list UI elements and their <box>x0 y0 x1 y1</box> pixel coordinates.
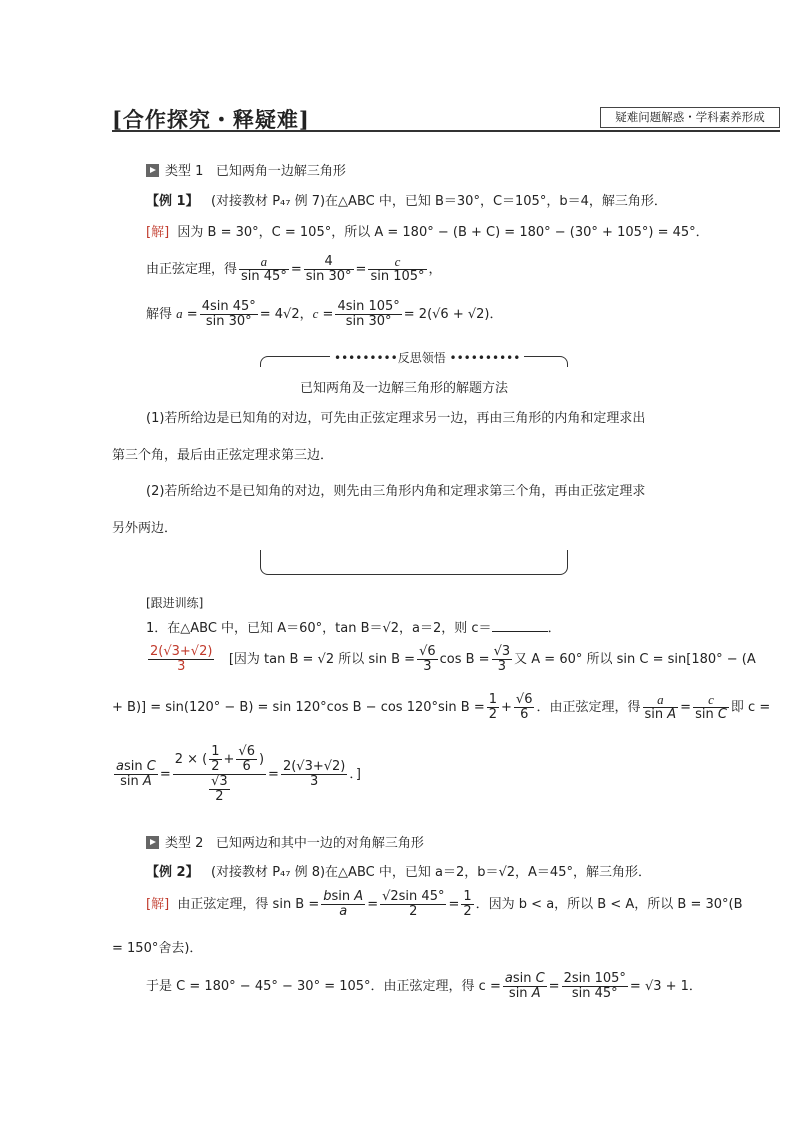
reflect-tag: •••••••••反思领悟 •••••••••• <box>330 349 524 366</box>
example1-tag: 【例 1】 <box>146 194 199 209</box>
solution2-line3: 于是 C = 180° − 45° − 30° = 105°．由正弦定理，得 c = $\frac{\text{asin C}}{\text{sin A}}$ = $\frac{2\sin 105^\circ}{\sin 45^\circ}$ = √3 + 1． <box>146 971 702 1001</box>
header-rule <box>112 130 780 132</box>
type2-label: 类型 2 <box>165 836 204 851</box>
practice-q1: 1．在△ABC 中，已知 A＝60°，tan B＝√2，a＝2，则 c＝ ． <box>146 621 561 636</box>
solution2-l3b: = √3 + 1． <box>629 979 702 994</box>
solution1-tag: [解] <box>146 225 170 240</box>
reflect-p1b: 第三个角，最后由正弦定理求第三边． <box>112 448 334 463</box>
solution2-l1a: 由正弦定理，得 sin B = <box>177 897 320 912</box>
section-title: [合作探究・释疑难] <box>112 107 310 132</box>
type1-label: 类型 1 <box>165 164 204 179</box>
example2-text: (对接教材 P₄₇ 例 8)在△ABC 中，已知 a＝2，b＝√2，A＝45°，解三角形． <box>210 865 651 880</box>
answer-l1-c: 又 A = 60° 所以 sin C = sin[180° − (A <box>514 652 756 667</box>
example2-tag: 【例 2】 <box>146 865 199 880</box>
example1-text: (对接教材 P₄₇ 例 7)在△ABC 中，已知 B＝30°，C＝105°，b＝4，解三角形． <box>210 194 667 209</box>
type2-title: 已知两边和其中一边的对角解三角形 <box>215 836 424 851</box>
solution2-line2: = 150°舍去)． <box>112 941 203 956</box>
practice-answer-line3: $\frac{\text{asin C}}{\text{sin A}}$ = 2 × ( $\frac{1}{2}$ + $\frac{√6}{6}$ ) $\frac{√3}{2}$ = $\frac{2(√3+√2)}{3}$ ．] <box>116 744 361 804</box>
example2 <box>146 861 651 880</box>
answer-l2-c: 即 c = <box>730 700 771 715</box>
practice-answer-line2: + B)] = sin(120° − B) = sin 120°cos B − cos 120°sin B = $\frac{1}{2}$ + $\frac{√6}{6}$ ．由正弦定理，得 $\frac{a}{\text{sin A}}$ = $\frac{c}{\text{sin C}}$ 即 c = <box>112 692 771 722</box>
solution2-l1b: ．因为 b < a，所以 B < A，所以 B = 30°(B <box>475 897 743 912</box>
answer-l2-a: + B)] = sin(120° − B) = sin 120°cos B − cos 120°sin B = <box>112 700 485 715</box>
practice-tag: [跟进训练] <box>146 596 204 610</box>
solution1-line3: 解得 a = $\frac{4\sin 45^\circ}{\sin 30^\circ}$ = 4√2，c = $\frac{4\sin 105^\circ}{\sin 30^\circ}$ = 2(√6 + √2)． <box>146 299 503 329</box>
play-triangle-icon <box>146 164 159 177</box>
type1-heading <box>146 160 346 179</box>
type1-title: 已知两角一边解三角形 <box>215 164 346 179</box>
reflect-heading: 已知两角及一边解三角形的解题方法 <box>300 381 509 396</box>
answer-l3-end: ．] <box>349 767 361 782</box>
answer-l1-b: cos B = <box>439 652 490 667</box>
answer-l1-a: [因为 tan B = √2 所以 sin B = <box>228 652 416 667</box>
solution2-line1: [解] 由正弦定理，得 sin B = $\frac{\text{bsin A}}{a}$ = $\frac{√2\sin 45^\circ}{2}$ = $\frac{1}{2}$ ．因为 b < a，所以 B < A，所以 B = 30°(B <box>146 889 743 919</box>
solution1-text: 因为 B = 30°，C = 105°，所以 A = 180° − (B + C) = 180° − (30° + 105°) = 45°． <box>177 225 709 240</box>
reflect-box-bottom <box>260 550 568 575</box>
solution1-line2-prefix: 由正弦定理，得 <box>146 262 238 277</box>
play-triangle-icon <box>146 836 159 849</box>
solution1-line3-prefix: 解得 <box>146 307 173 322</box>
answer-blank <box>492 619 548 632</box>
reflect-p1a: (1)若所给边是已知角的对边，可先由正弦定理求另一边，再由三角形的内角和定理求出 <box>146 411 646 426</box>
type2-heading <box>146 832 424 851</box>
solution1-line1 <box>146 221 709 240</box>
solution2-tag: [解] <box>146 897 170 912</box>
answer-l2-b: ．由正弦定理，得 <box>536 700 641 715</box>
practice-q1-text: 1．在△ABC 中，已知 A＝60°，tan B＝√2，a＝2，则 c＝ <box>146 621 492 636</box>
reflect-p2b: 另外两边． <box>112 521 178 536</box>
section-badge: 疑难问题解惑・学科素养形成 <box>600 107 780 128</box>
example1 <box>146 190 667 209</box>
solution1-line2: 由正弦定理，得 $\frac{a}{\sin 45^\circ}$ = $\frac{4}{\sin 30^\circ}$ = $\frac{c}{\sin 105^\circ}$ ， <box>146 254 442 284</box>
reflect-p2a: (2)若所给边不是已知角的对边，则先由三角形内角和定理求第三个角，再由正弦定理求 <box>146 484 646 499</box>
practice-answer-line1: $\frac{2(√3+√2)}{3}$ [因为 tan B = √2 所以 sin B = $\frac{√6}{3}$ cos B = $\frac{√3}{3}$ 又 A = 60° 所以 sin C = sin[180° − (A <box>150 644 756 674</box>
solution2-l3a: 于是 C = 180° − 45° − 30° = 105°．由正弦定理，得 c = <box>146 979 501 994</box>
